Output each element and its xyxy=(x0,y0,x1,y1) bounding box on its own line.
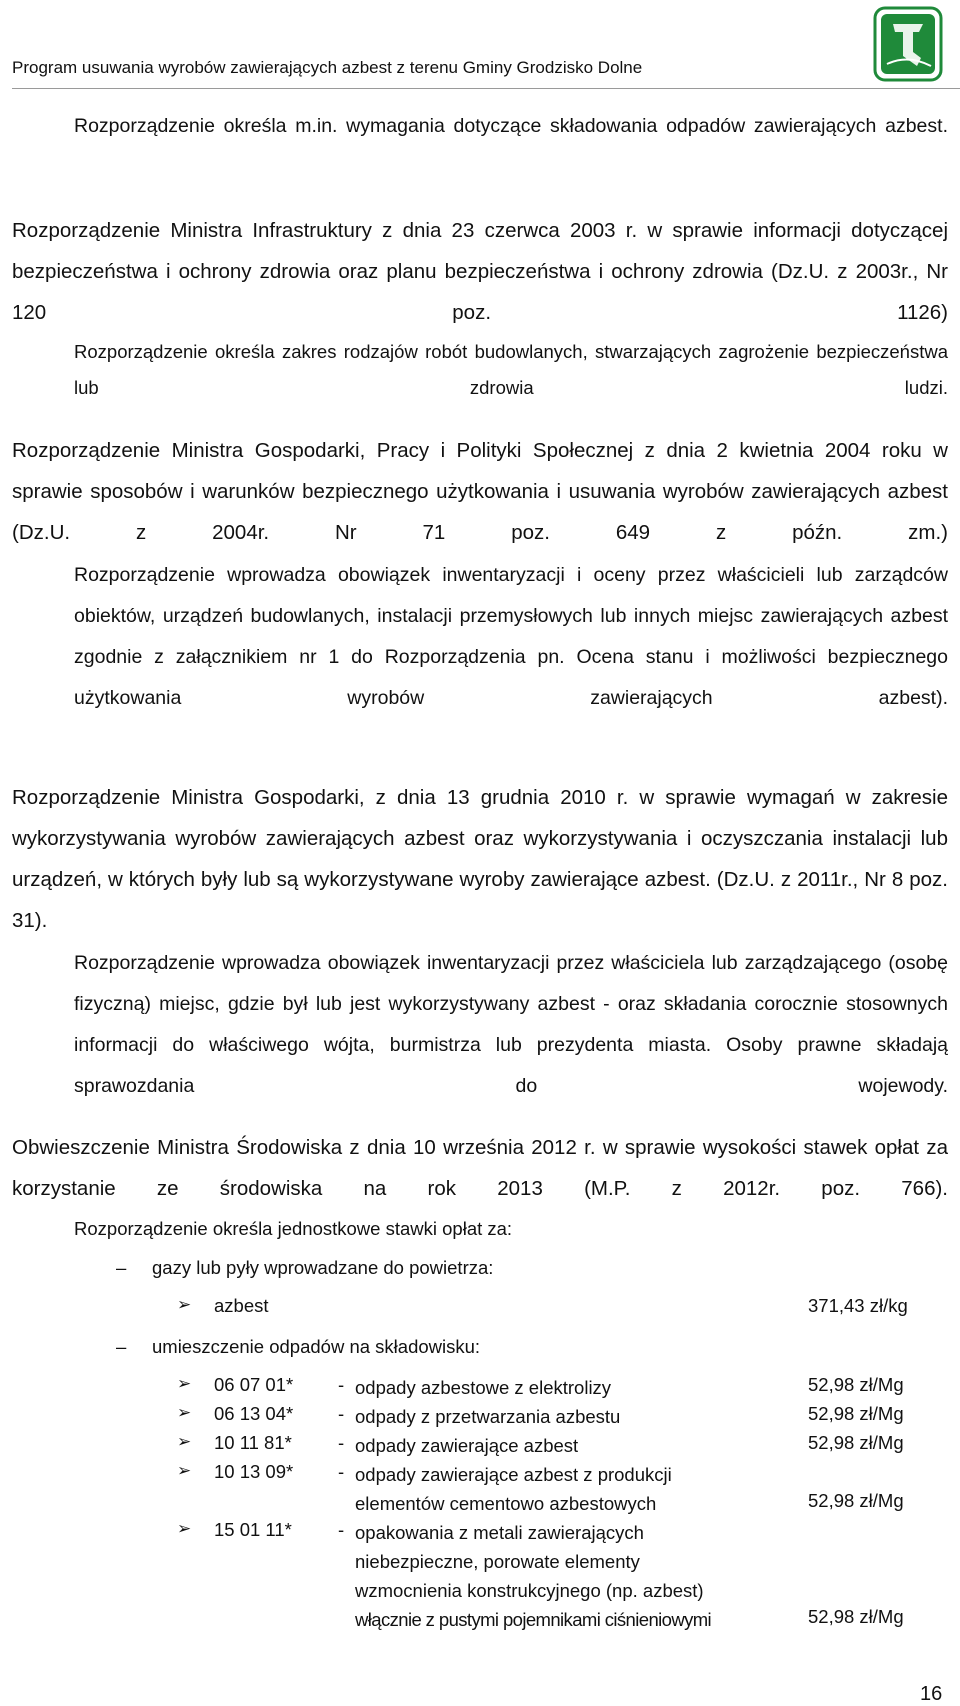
waste-description: niebezpieczne, porowate elementy xyxy=(355,1551,640,1572)
separator: - xyxy=(338,1403,345,1424)
waste-description: odpady azbestowe z elektrolizy xyxy=(355,1377,612,1398)
waste-code: 15 01 11* xyxy=(214,1519,292,1540)
page-number: 16 xyxy=(920,1683,943,1705)
waste-description: odpady z przetwarzania azbestu xyxy=(355,1406,621,1427)
waste-code: 06 13 04* xyxy=(214,1403,294,1424)
municipal-logo-icon xyxy=(873,6,943,82)
fee-rate: 52,98 zł/Mg xyxy=(808,1403,904,1424)
fee-rate: 52,98 zł/Mg xyxy=(808,1432,904,1453)
fee-rate: 52,98 zł/Mg xyxy=(808,1490,904,1511)
waste-code: 10 11 81* xyxy=(214,1432,292,1453)
paragraph-b1: Rozporządzenie określa m.in. wymagania dotyczące składowania odpadów zawierających azbest. xyxy=(74,115,948,137)
waste-description: odpady zawierające azbest z produkcji xyxy=(355,1464,672,1485)
waste-description: odpady zawierające azbest xyxy=(355,1435,579,1456)
fee-item-name: azbest xyxy=(214,1295,269,1316)
header-title: Program usuwania wyrobów zawierających azbest z terenu Gminy Grodzisko Dolne xyxy=(12,58,643,77)
waste-code: 06 07 01* xyxy=(214,1374,294,1395)
arrow-bullet-icon: ➢ xyxy=(177,1461,192,1480)
dash-bullet: – xyxy=(116,1336,127,1357)
separator: - xyxy=(338,1519,345,1540)
paragraph-b7: Rozporządzenie wprowadza obowiązek inwentaryzacji przez właściciela lub zarządzającego (osobę fizyczną) miejsc, gdzie był lub jest wykorzystywany azbest - oraz składania corocznie stosownych informacji do właściwego wójta, burmistrza lub prezydenta miasta. Osoby prawne składają sprawozdania do wojewody. xyxy=(74,952,948,1097)
fee-rate: 52,98 zł/Mg xyxy=(808,1606,904,1627)
waste-description: włącznie z pustymi pojemnikami ciśnieniowymi xyxy=(355,1609,712,1630)
announcement-heading-environment: Obwieszczenie Ministra Środowiska z dnia 10 września 2012 r. w sprawie wysokości stawek opłat za korzystanie ze środowiska na rok 2013 (M.P. z 2012r. poz. 766). xyxy=(12,1136,948,1200)
paragraph-b3: Rozporządzenie określa zakres rodzajów robót budowlanych, stwarzających zagrożenie bezpieczeństwa lub zdrowia ludzi. xyxy=(74,341,948,398)
arrow-bullet-icon: ➢ xyxy=(177,1374,192,1393)
dash-bullet: – xyxy=(116,1257,127,1278)
arrow-bullet-icon: ➢ xyxy=(177,1295,192,1314)
waste-description: wzmocnienia konstrukcyjnego (np. azbest) xyxy=(355,1580,704,1601)
regulation-heading-economy-2004: Rozporządzenie Ministra Gospodarki, Pracy i Polityki Społecznej z dnia 2 kwietnia 2004 roku w sprawie sposobów i warunków bezpiecznego użytkowania i usuwania wyrobów zawierających azbest (Dz.U. z 2004r. Nr 71 poz. 649 z późn. zm.) xyxy=(12,439,948,544)
separator: - xyxy=(338,1374,345,1395)
arrow-bullet-icon: ➢ xyxy=(177,1403,192,1422)
header-divider xyxy=(12,88,960,89)
separator: - xyxy=(338,1461,345,1482)
fee-rate: 371,43 zł/kg xyxy=(808,1295,908,1316)
waste-code: 10 13 09* xyxy=(214,1461,294,1482)
regulation-heading-infrastructure: Rozporządzenie Ministra Infrastruktury z dnia 23 czerwca 2003 r. w sprawie informacji dotyczącej bezpieczeństwa i ochrony zdrowia oraz planu bezpieczeństwa i ochrony zdrowia (Dz.U. z 2003r., Nr 120 poz. 1126) xyxy=(12,219,948,324)
page-header xyxy=(0,0,960,96)
separator: - xyxy=(338,1432,345,1453)
waste-description: opakowania z metali zawierających xyxy=(355,1522,644,1543)
fee-rate: 52,98 zł/Mg xyxy=(808,1374,904,1395)
arrow-bullet-icon: ➢ xyxy=(177,1519,192,1538)
regulation-heading-economy-2010: Rozporządzenie Ministra Gospodarki, z dnia 13 grudnia 2010 r. w sprawie wymagań w zakresie wykorzystywania wyrobów zawierających azbest oraz wykorzystywania i oczyszczania instalacji lub urządzeń, w których były lub są wykorzystywane wyroby zawierające azbest. (Dz.U. z 2011r., Nr 8 poz. 31). xyxy=(12,786,948,932)
fee-group-label: gazy lub pyły wprowadzane do powietrza: xyxy=(152,1257,494,1278)
fee-group-label: umieszczenie odpadów na składowisku: xyxy=(152,1336,481,1357)
waste-description: elementów cementowo azbestowych xyxy=(355,1493,657,1514)
arrow-bullet-icon: ➢ xyxy=(177,1432,192,1451)
fees-intro: Rozporządzenie określa jednostkowe stawki opłat za: xyxy=(74,1218,513,1239)
paragraph-b5: Rozporządzenie wprowadza obowiązek inwentaryzacji i oceny przez właścicieli lub zarządców obiektów, urządzeń budowlanych, instalacji przemysłowych lub innych miejsc zawierających azbest zgodnie z załącznikiem nr 1 do Rozporządzenia pn. Ocena stanu i możliwości bezpiecznego użytkowania wyrobów zawierających azbest). xyxy=(74,564,948,709)
